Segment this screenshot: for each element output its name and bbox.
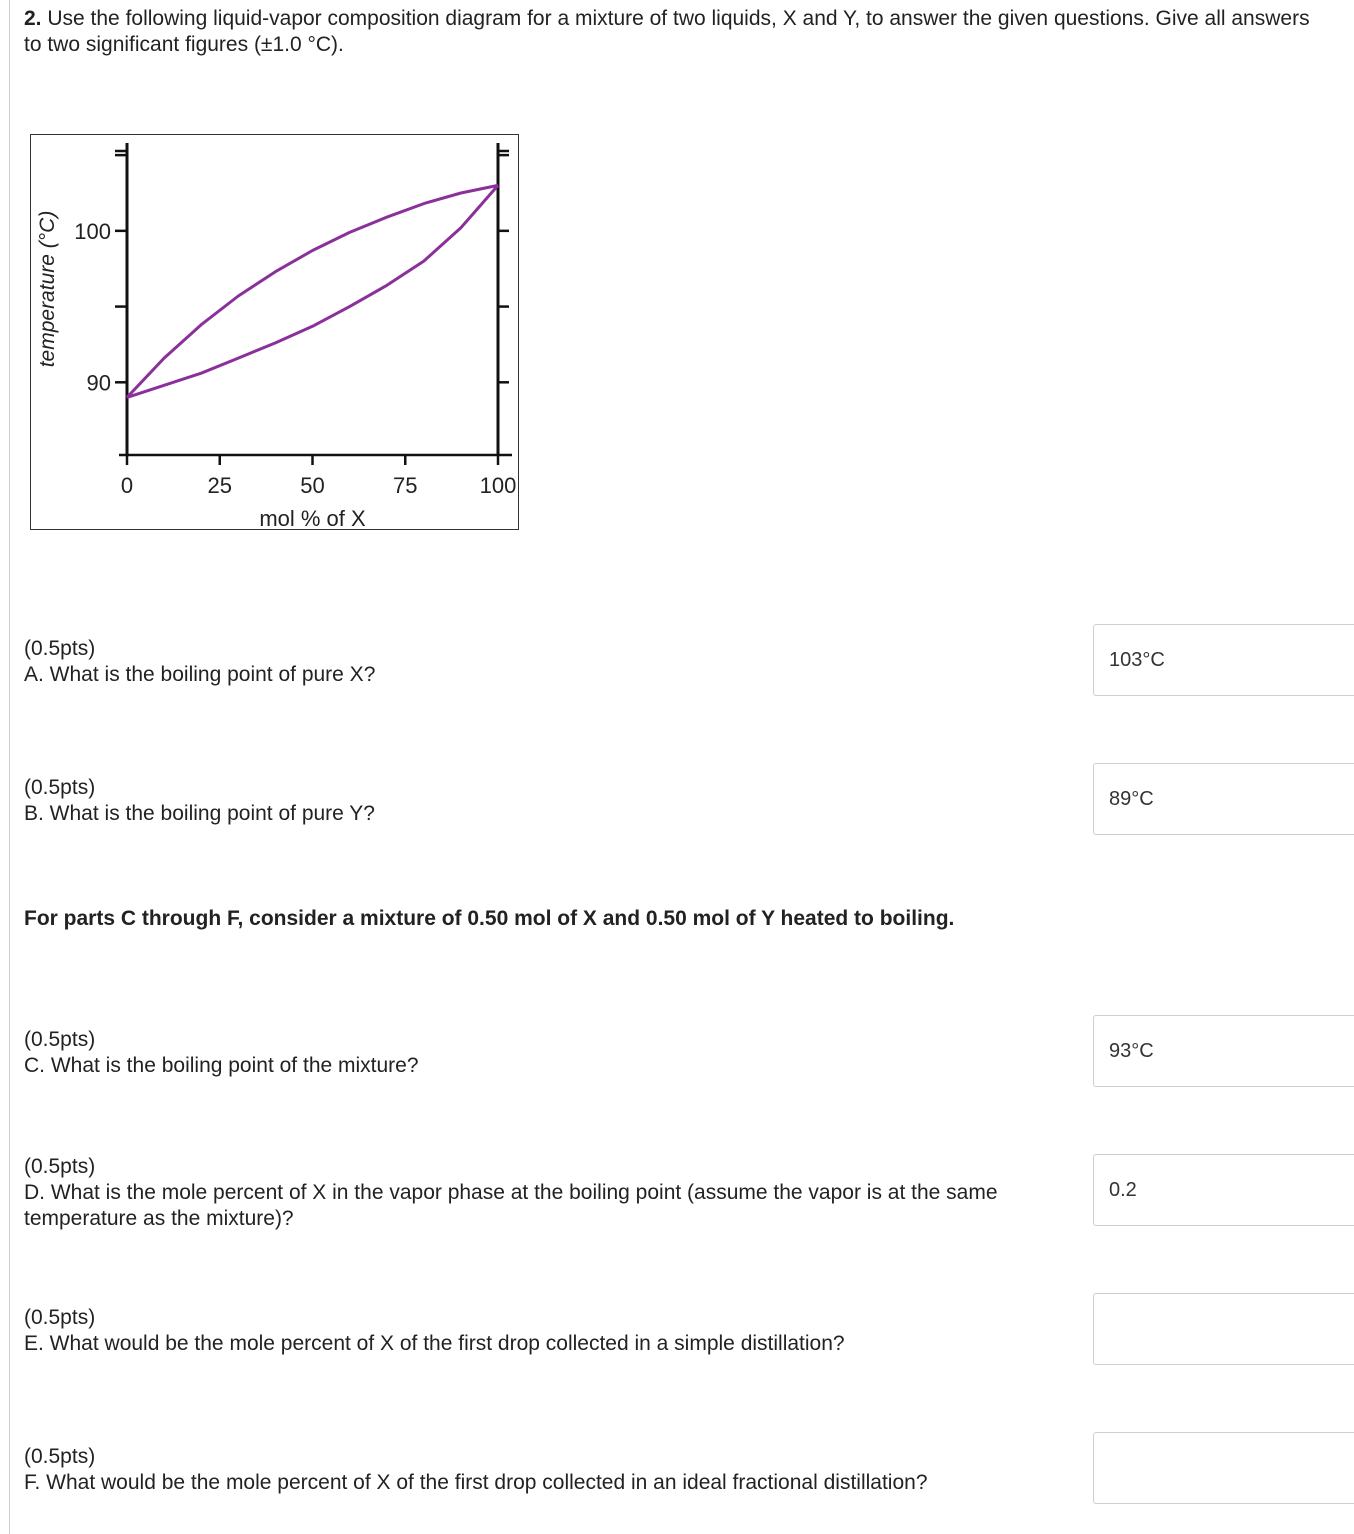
left-border — [9, 0, 10, 1534]
vapor-curve — [127, 185, 498, 397]
phase-diagram-svg — [31, 135, 520, 531]
x-axis-label: mol % of X — [259, 506, 366, 531]
question-e — [24, 1305, 1064, 1357]
question-c — [24, 1027, 1064, 1079]
question-f — [24, 1444, 1064, 1496]
question-header — [24, 6, 1324, 58]
answer-b-input[interactable] — [1093, 763, 1354, 835]
x-tick-label: 25 — [207, 473, 232, 498]
answer-d-input[interactable] — [1093, 1154, 1354, 1226]
question-number: 2. — [24, 7, 42, 30]
question-f-points: (0.5pts) — [24, 1445, 96, 1468]
question-instructions: Use the following liquid-vapor composition diagram for a mixture of two liquids, X and Y, to answer the given questions. Give all answers to two significant figures (±1.0 °C). — [24, 7, 1310, 56]
answer-f-input[interactable] — [1093, 1432, 1354, 1504]
question-b — [24, 775, 1064, 827]
question-d — [24, 1154, 1064, 1232]
question-a-text: A. What is the boiling point of pure X? — [24, 663, 376, 686]
question-e-text: E. What would be the mole percent of X of the first drop collected in a simple distillation? — [24, 1332, 845, 1355]
liquid-curve — [127, 185, 498, 397]
question-c-text: C. What is the boiling point of the mixture? — [24, 1054, 419, 1077]
y-tick-label: 90 — [86, 370, 111, 396]
answer-e-input[interactable] — [1093, 1293, 1354, 1365]
question-c-points: (0.5pts) — [24, 1028, 96, 1051]
y-axis-label: temperature (°C) — [36, 210, 59, 368]
question-b-points: (0.5pts) — [24, 776, 96, 799]
question-d-text: D. What is the mole percent of X in the vapor phase at the boiling point (assume the vapor is at the same temperature as the mixture)? — [24, 1181, 998, 1230]
x-tick-label: 75 — [393, 473, 418, 498]
question-b-text: B. What is the boiling point of pure Y? — [24, 802, 375, 825]
x-tick-label: 0 — [120, 473, 134, 498]
question-a — [24, 636, 1064, 688]
x-tick-label: 100 — [479, 473, 517, 498]
question-e-points: (0.5pts) — [24, 1306, 96, 1329]
x-tick-label: 50 — [300, 473, 325, 498]
y-tick-label: 100 — [74, 218, 111, 244]
question-f-text: F. What would be the mole percent of X of the first drop collected in an ideal fractional distillation? — [24, 1471, 928, 1494]
parts-c-f-note: For parts C through F, consider a mixture of 0.50 mol of X and 0.50 mol of Y heated to boiling. — [24, 907, 955, 930]
question-a-points: (0.5pts) — [24, 637, 96, 660]
question-d-points: (0.5pts) — [24, 1155, 96, 1178]
phase-diagram — [30, 134, 519, 530]
answer-a-input[interactable] — [1093, 624, 1354, 696]
answer-c-input[interactable] — [1093, 1015, 1354, 1087]
